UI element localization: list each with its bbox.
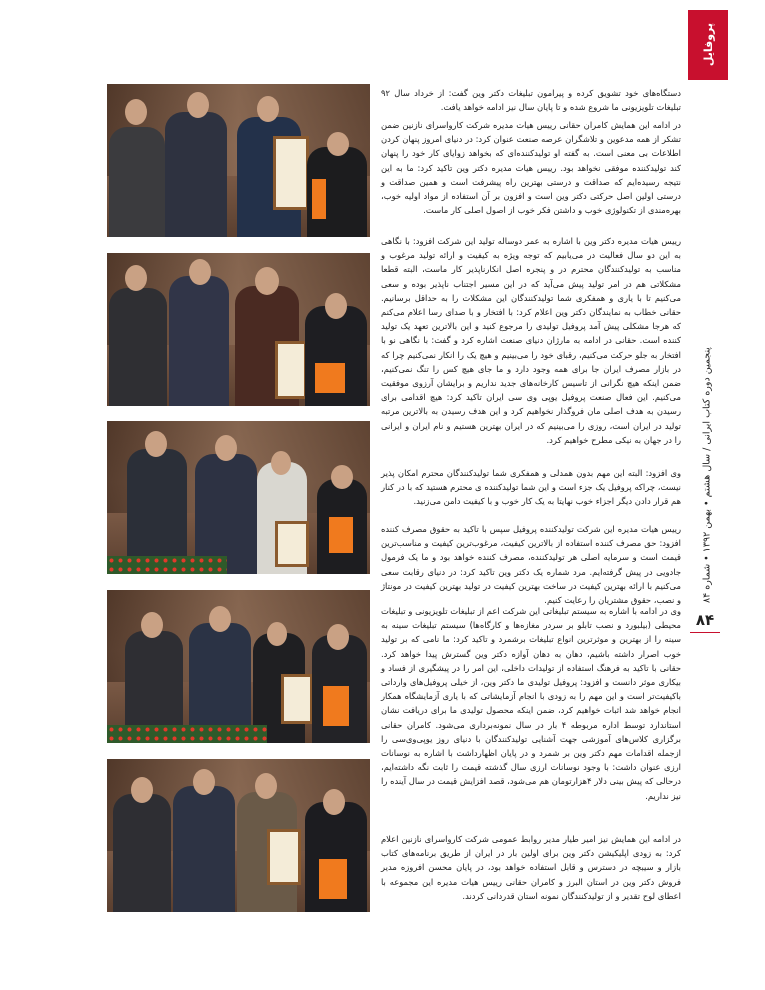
award-photo-1 — [107, 84, 370, 237]
award-photo-3 — [107, 421, 370, 574]
page-number: ۸۴ — [690, 608, 720, 633]
award-photo-2 — [107, 253, 370, 406]
article-paragraph: رییس هیات مدیره این شرکت تولیدکننده پروفیل سپس با تاکید به حقوق مصرف کننده افزود: حق مصرف کننده استفاده از بالاترین کیفیت، مرغوب‌ترین کیفیت و مناسب‌ترین قیمت است و سرمایه اصلی هر تولیدکننده، مصرف کننده خواهد بود و ما یک فرمول جادویی در پیش گرفته‌ایم. مرد شماره یک دکتر وین تاکید کرد: در دنیای رقابت سعی می‌کنیم با ارائه بهترین کیفیت در ساخت بهترین کیفیت در تولید بهترین کیفیت در مونتاژ و نصب، حقوق مشتریان را رعایت کنیم. — [381, 524, 681, 606]
article-paragraph: دستگاه‌های خود تشویق کرده و پیرامون تبلیغات دکتر وین گفت: از خرداد سال ۹۲ تبلیغات تلویزیونی ما شروع شده و تا پایان سال نیز ادامه خواهد یافت. — [381, 88, 681, 113]
article-paragraph: در ادامه این همایش نیز امیر طیار مدیر روابط عمومی شرکت کارواسرای نازنین اعلام کرد: به زودی اپلیکیشن دکتر وین برای اولین بار در ایران از طریق برنامه‌های کتاب بازار و سیبچه در دسترس و قابل استفاده خواهد بود، در پایان محسن افروزه مدیر فروش دکتر وین در استان البرز و کامران حقانی رییس هیات مدیره این مجموعه با اعطای لوح تقدیر و از تولیدکنندگان نمونه استان قدردانی کردند. — [381, 834, 681, 901]
award-photo-4 — [107, 590, 370, 743]
award-photo-5 — [107, 759, 370, 912]
article-paragraph: در ادامه این همایش کامران حقانی رییس هیات مدیره شرکت کارواسرای نازنین ضمن تشکر از همه مدعوین و تلاشگران عرصه صنعت عنوان کرد: در دنیای امروز پنهان کردن اطلاعات بی معنی است. به گفته او تولیدکننده‌ای که بخواهد زوایای کار خود را پنهان کند تولیدکننده موفقی نخواهد بود. رییس هیات مدیره دکتر وین تاکید کرد: ما به این نتیجه رسیده‌ایم که صداقت و درستی بهترین راه پیشرفت است و همین صداقت و درستی اولین اصل حرکتی دکتر وین است و افزون بر آن استفاده از مواد اولیه خوب، بهره‌مندی از تکنولوژی خوب و داشتن فکر خوب از اصول اصلی کار ماست. — [381, 120, 681, 216]
issue-spine — [696, 330, 718, 620]
article-paragraph: وی افزود: البته این مهم بدون همدلی و همفکری شما تولیدکنندگان محترم امکان پذیر نیست، چراکه پروفیل یک جزء است و این شما تولیدکننده ی محترم هستید که با در کنار هم قرار دادن دیگر اجزاء خوب نهایتا به یک کار خوب و با کیفیت دامن می‌زنید. — [381, 468, 681, 507]
article-paragraph: رییس هیات مدیره دکتر وین با اشاره به عمر دوساله تولید این شرکت افزود: با نگاهی به این دو سال فعالیت در می‌یابیم که توجه ویژه به کیفیت و ارائه تولید مرغوب و مناسب به تولیدکنندگان محترم در و پنجره اصل انکارناپذیر کار ماست، البته قطعا مشکلاتی هم در امر تولید پیش می‌آید که در این مسیر اجتناب ناپذیر بوده و سعی می‌کنیم تا با یاری و همفکری شما تولیدکنندگان این مشکلات را به حداقل برسانیم. حقانی خطاب به نمایندگان دکتر وین اعلام کرد: با افتخار و با صدای رسا اعلام می‌کنم که هرجا مشکلی پیش آمد پروفیل تولیدی را مرجوع کنید و این بالاترین تعهد یک تولید کننده است. حقانی در ادامه به مارژان دنیای صنعت اشاره کرد و گفت: با نگاهی نو با افتخار به جلو حرکت می‌کنیم، رقبای خود را می‌بینیم و هیچ یک را انکار نمی‌کنیم چرا که در بازار مصرف ایران جا برای همه وجود دارد و ما جای هیچ کس را تنگ نمی‌کنیم، ضمن اینکه هیچ نگرانی از تاسیس کارخانه‌های جدید نداریم و برایشان آرزوی موفقیت می‌کنیم. این فعال صنعت پروفیل یوپی وی سی ایران تاکید کرد: هیچ اقدامی برای رسیدن به هدف اصلی مان فروگذار نخواهیم کرد و این هدف رسیدن به بالاترین مرتبه تولید در ایران است، روزی را می‌بینیم که در ایران بهترین هستیم و نام ایران و ایرانی را در جهان به نیکی مطرح خواهیم کرد. — [381, 236, 681, 445]
section-tab — [688, 10, 728, 80]
section-label: پروفایل — [701, 23, 715, 67]
issue-line: پنجمین دوره کتاب ایرانی / سال هشتم • بهمن ۱۳۹۲ • شماره ۸۴ — [701, 347, 713, 603]
article-paragraph: وی در ادامه با اشاره به سیستم تبلیغاتی این شرکت اعم از تبلیغات تلویزیونی و تبلیغات محیطی (بیلبورد و نصب تابلو بر سردر مغازه‌ها و کارگاه‌ها) سیستم تبلیغات سینه به سینه را از بهترین و موثرترین انواع تبلیغات برشمرد و تاکید کرد: ما نامی که بر تولید خوب اصرار داشته باشیم، دهان به دهان آوازه دکتر وین گسترش پیدا خواهد کرد. حقانی با تاکید به فرهنگ استفاده از تولیدات داخلی، این امر را در پیشگیری از فساد و بیکاری موثر دانست و افزود: پروفیل تولیدی ما دکتر وین، از خیلی پروفیل‌های وارداتی باکیفیت‌تر است و این مهم را به زودی با انجام آزمایشاتی که با یاری آزمایشگاه همکار انجام خواهد شد اثبات خواهیم کرد، ضمن اینکه محصول تولیدی ما برای دریافت نشان استاندارد توسط اداره مربوطه ۴ بار در سال نمونه‌برداری می‌شود. کامران حقانی برگزاری کلاس‌های آموزشی جهت آشنایی تولیدکنندگان با دنیای روز یو‌پی‌وی‌سی را ازجمله اقدامات مهم دکتر وین بر شمرد و در پایان اظهارداشت با اشاره به نوسانات ارزی عنوان داشت: با وجود نوسانات ارزی سال گذشته قیمت را ثابت نگه داشته‌ایم، درحالی که پیش بینی دلار ۴هزارتومان هم می‌شود، قصد افزایش قیمت در سال آینده را نیز نداریم. — [381, 606, 681, 801]
